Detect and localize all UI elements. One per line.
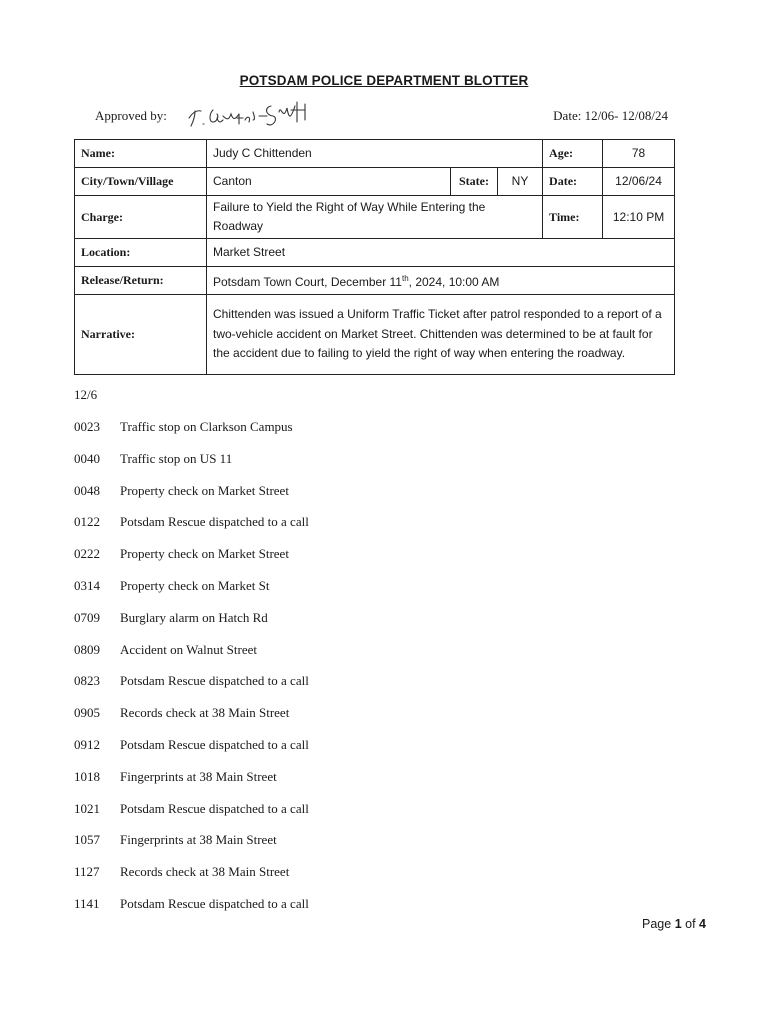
date-value: 12/06/24 bbox=[603, 168, 675, 196]
age-value: 78 bbox=[603, 140, 675, 168]
log-entry bbox=[74, 832, 277, 848]
log-entry bbox=[74, 864, 289, 880]
log-entry-time: 1057 bbox=[74, 832, 100, 848]
log-entry bbox=[74, 801, 309, 817]
log-entry-text: Potsdam Rescue dispatched to a call bbox=[120, 737, 309, 752]
log-entry-text: Records check at 38 Main Street bbox=[120, 864, 290, 880]
log-entry bbox=[74, 737, 309, 753]
log-entry-text: Fingerprints at 38 Main Street bbox=[120, 768, 277, 784]
log-entry-text: Property check on Market Street bbox=[120, 546, 289, 562]
log-entry-text: Traffic stop on Clarkson Campus bbox=[120, 419, 293, 434]
incident-record-table bbox=[74, 139, 675, 375]
log-entry-text: Traffic stop on US 11 bbox=[120, 450, 233, 466]
supervisor-signature bbox=[183, 98, 323, 130]
name-value: Judy C Chittenden bbox=[207, 140, 543, 168]
name-label: Name: bbox=[75, 140, 207, 168]
approved-by-label: Approved by: bbox=[95, 108, 167, 123]
log-entry-time: 0709 bbox=[74, 609, 100, 625]
time-value: 12:10 PM bbox=[603, 196, 675, 239]
state-label: State: bbox=[451, 168, 498, 196]
age-label: Age: bbox=[543, 140, 603, 168]
document-title: POTSDAM POLICE DEPARTMENT BLOTTER bbox=[239, 73, 529, 88]
log-entry bbox=[74, 705, 289, 721]
release-label: Release/Return: bbox=[75, 267, 207, 295]
log-entry bbox=[74, 514, 309, 530]
log-entry-time: 1141 bbox=[74, 896, 100, 911]
log-entry bbox=[74, 896, 309, 912]
charge-value: Failure to Yield the Right of Way While Entering the Roadway bbox=[207, 196, 543, 239]
log-entry-text: Property check on Market Street bbox=[120, 482, 289, 498]
date-range: Date: 12/06- 12/08/24 bbox=[553, 108, 668, 123]
log-entry bbox=[74, 673, 309, 689]
log-entry-time: 0314 bbox=[74, 578, 100, 593]
log-entry-time: 0040 bbox=[74, 450, 100, 466]
log-entry bbox=[74, 610, 268, 626]
log-entry-time: 0905 bbox=[74, 705, 100, 721]
date-label: Date: bbox=[543, 168, 603, 196]
log-entry-text: Potsdam Rescue dispatched to a call bbox=[120, 514, 309, 530]
log-entry-time: 0809 bbox=[74, 641, 100, 657]
log-entry-text: Fingerprints at 38 Main Street bbox=[120, 832, 277, 848]
charge-label: Charge: bbox=[75, 196, 207, 239]
release-value: Potsdam Town Court, December 11th, 2024, 10:00 AM bbox=[207, 267, 675, 295]
log-entry-time: 0912 bbox=[74, 737, 100, 752]
log-entry-text: Property check on Market St bbox=[120, 578, 270, 593]
log-entry bbox=[74, 419, 293, 435]
log-entry-text: Burglary alarm on Hatch Rd bbox=[120, 609, 268, 625]
city-label: City/Town/Village bbox=[75, 168, 207, 196]
log-entry-time: 0023 bbox=[74, 419, 100, 434]
log-entry bbox=[74, 578, 269, 594]
log-entry bbox=[74, 451, 232, 467]
page-number: Page 1 of 4 bbox=[642, 917, 706, 931]
log-entry bbox=[74, 769, 277, 785]
log-entry-time: 1018 bbox=[74, 768, 100, 784]
log-entry-time: 0122 bbox=[74, 514, 100, 530]
location-value: Market Street bbox=[207, 239, 675, 267]
log-entry-time: 1021 bbox=[74, 800, 100, 816]
time-label: Time: bbox=[543, 196, 603, 239]
log-entry-text: Records check at 38 Main Street bbox=[120, 705, 290, 721]
city-value: Canton bbox=[207, 168, 451, 196]
log-entry bbox=[74, 642, 257, 658]
log-entry-text: Potsdam Rescue dispatched to a call bbox=[120, 673, 309, 689]
state-value: NY bbox=[498, 168, 543, 196]
log-date: 12/6 bbox=[74, 387, 98, 402]
narrative-label: Narrative: bbox=[75, 295, 207, 375]
narrative-value: Chittenden was issued a Uniform Traffic Ticket after patrol responded to a report of a two-vehicle accident on Market Street. Chittenden was determined to be at fault for the accident due to failing to yield the right of way when entering the roadway. bbox=[207, 295, 675, 375]
log-entry-time: 1127 bbox=[74, 864, 100, 880]
log-entry-time: 0823 bbox=[74, 673, 100, 689]
log-entry-time: 0222 bbox=[74, 546, 100, 562]
log-entry bbox=[74, 483, 289, 499]
log-entry bbox=[74, 546, 289, 562]
log-entry-text: Potsdam Rescue dispatched to a call bbox=[120, 800, 309, 816]
location-label: Location: bbox=[75, 239, 207, 267]
log-entry-time: 0048 bbox=[74, 482, 100, 498]
log-entry-text: Accident on Walnut Street bbox=[120, 641, 257, 657]
log-entry-text: Potsdam Rescue dispatched to a call bbox=[120, 896, 309, 911]
